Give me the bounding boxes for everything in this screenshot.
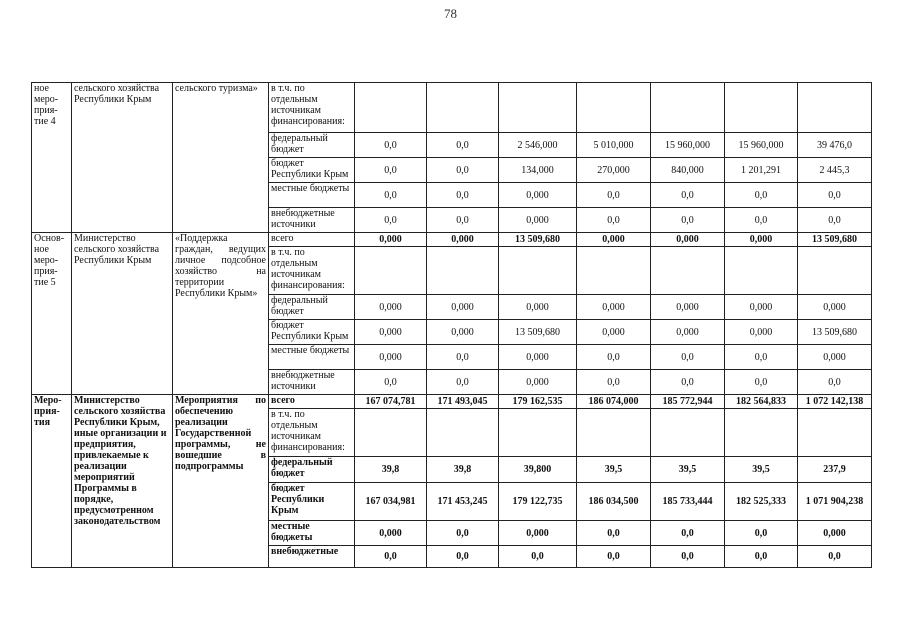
value-cell: 0,0 bbox=[427, 183, 499, 208]
value-cell: 0,000 bbox=[651, 320, 725, 345]
value-cell: 0,0 bbox=[577, 521, 651, 546]
value-cell: 39,5 bbox=[577, 457, 651, 483]
value-cell bbox=[355, 409, 427, 457]
value-cell: 182 525,333 bbox=[725, 483, 798, 521]
value-cell: 0,0 bbox=[798, 370, 872, 395]
value-cell: 39,5 bbox=[651, 457, 725, 483]
value-cell: 0,000 bbox=[798, 521, 872, 546]
value-cell: 0,0 bbox=[355, 158, 427, 183]
value-cell bbox=[355, 247, 427, 295]
value-cell: 0,0 bbox=[725, 183, 798, 208]
measure-title: сельского туризма» bbox=[173, 83, 269, 233]
value-cell: 0,000 bbox=[577, 295, 651, 320]
value-cell: 0,000 bbox=[725, 295, 798, 320]
value-cell: 0,0 bbox=[651, 345, 725, 370]
value-cell: 167 074,781 bbox=[355, 395, 427, 409]
value-cell: 0,0 bbox=[355, 546, 427, 568]
value-cell: 39,800 bbox=[499, 457, 577, 483]
value-cell: 186 074,000 bbox=[577, 395, 651, 409]
source-label: бюджет Республики Крым bbox=[269, 483, 355, 521]
value-cell: 13 509,680 bbox=[798, 233, 872, 247]
value-cell: 179 162,535 bbox=[499, 395, 577, 409]
responsible-executor: Министерство сельского хозяйства Республики Крым bbox=[72, 233, 173, 395]
table-row bbox=[32, 233, 872, 247]
value-cell: 15 960,000 bbox=[725, 133, 798, 158]
value-cell: 179 122,735 bbox=[499, 483, 577, 521]
source-label: местные бюджеты bbox=[269, 521, 355, 546]
source-label: внебюджетные источники bbox=[269, 208, 355, 233]
value-cell: 182 564,833 bbox=[725, 395, 798, 409]
value-cell: 1 072 142,138 bbox=[798, 395, 872, 409]
value-cell: 0,0 bbox=[427, 370, 499, 395]
value-cell: 0,0 bbox=[355, 183, 427, 208]
value-cell bbox=[798, 247, 872, 295]
value-cell: 0,0 bbox=[577, 183, 651, 208]
value-cell: 185 733,444 bbox=[651, 483, 725, 521]
measure-code: ное меро-прия-тие 4 bbox=[32, 83, 72, 233]
source-label: в т.ч. по отдельным источникам финансирования: bbox=[269, 83, 355, 133]
value-cell bbox=[577, 409, 651, 457]
value-cell: 2 546,000 bbox=[499, 133, 577, 158]
value-cell: 0,000 bbox=[651, 295, 725, 320]
value-cell: 13 509,680 bbox=[798, 320, 872, 345]
value-cell: 0,0 bbox=[651, 546, 725, 568]
value-cell bbox=[651, 83, 725, 133]
value-cell bbox=[499, 409, 577, 457]
value-cell: 0,000 bbox=[499, 521, 577, 546]
value-cell: 270,000 bbox=[577, 158, 651, 183]
value-cell bbox=[499, 83, 577, 133]
value-cell: 0,000 bbox=[798, 295, 872, 320]
value-cell bbox=[427, 83, 499, 133]
source-label: бюджет Республики Крым bbox=[269, 158, 355, 183]
value-cell: 0,000 bbox=[725, 320, 798, 345]
value-cell: 0,0 bbox=[355, 133, 427, 158]
value-cell: 13 509,680 bbox=[499, 233, 577, 247]
value-cell: 0,000 bbox=[798, 345, 872, 370]
value-cell: 0,000 bbox=[499, 295, 577, 320]
value-cell: 0,0 bbox=[427, 345, 499, 370]
value-cell: 0,0 bbox=[725, 208, 798, 233]
source-label: в т.ч. по отдельным источникам финансирования: bbox=[269, 409, 355, 457]
source-label: бюджет Республики Крым bbox=[269, 320, 355, 345]
value-cell: 0,000 bbox=[427, 320, 499, 345]
value-cell bbox=[725, 247, 798, 295]
value-cell: 39,8 bbox=[427, 457, 499, 483]
value-cell: 171 493,045 bbox=[427, 395, 499, 409]
value-cell: 840,000 bbox=[651, 158, 725, 183]
value-cell: 15 960,000 bbox=[651, 133, 725, 158]
value-cell: 0,000 bbox=[355, 521, 427, 546]
responsible-executor: сельского хозяйства Республики Крым bbox=[72, 83, 173, 233]
value-cell: 185 772,944 bbox=[651, 395, 725, 409]
value-cell: 167 034,981 bbox=[355, 483, 427, 521]
value-cell: 39,8 bbox=[355, 457, 427, 483]
table-row bbox=[32, 83, 872, 133]
value-cell: 0,0 bbox=[427, 208, 499, 233]
value-cell bbox=[355, 83, 427, 133]
measure-title: Мероприятия по обеспечению реализации Государственной программы, не вошедшие в подпрограммы bbox=[173, 395, 269, 568]
value-cell: 0,000 bbox=[651, 233, 725, 247]
value-cell: 0,0 bbox=[427, 133, 499, 158]
value-cell: 0,0 bbox=[798, 546, 872, 568]
value-cell: 0,0 bbox=[651, 370, 725, 395]
value-cell bbox=[577, 83, 651, 133]
value-cell: 5 010,000 bbox=[577, 133, 651, 158]
source-label: федеральный бюджет bbox=[269, 295, 355, 320]
value-cell: 134,000 bbox=[499, 158, 577, 183]
value-cell: 1 071 904,238 bbox=[798, 483, 872, 521]
value-cell: 0,0 bbox=[427, 158, 499, 183]
measure-code: Основ-ное меро-прия-тие 5 bbox=[32, 233, 72, 395]
value-cell: 0,0 bbox=[427, 521, 499, 546]
value-cell: 0,000 bbox=[577, 320, 651, 345]
value-cell: 0,0 bbox=[725, 345, 798, 370]
value-cell: 0,0 bbox=[355, 208, 427, 233]
table-row bbox=[32, 395, 872, 409]
value-cell bbox=[725, 83, 798, 133]
value-cell: 2 445,3 bbox=[798, 158, 872, 183]
responsible-executor: Министерство сельского хозяйства Республики Крым, иные организации и предприятия, привлекаемые к реализации мероприятий Программы в порядке, предусмотренном законодательством bbox=[72, 395, 173, 568]
source-label: всего bbox=[269, 395, 355, 409]
source-label: федеральный бюджет bbox=[269, 457, 355, 483]
value-cell bbox=[725, 409, 798, 457]
value-cell: 0,0 bbox=[725, 370, 798, 395]
value-cell: 186 034,500 bbox=[577, 483, 651, 521]
page-number: 78 bbox=[444, 6, 457, 21]
value-cell: 0,0 bbox=[651, 208, 725, 233]
value-cell: 0,000 bbox=[355, 320, 427, 345]
value-cell: 0,000 bbox=[355, 345, 427, 370]
value-cell: 0,0 bbox=[577, 208, 651, 233]
value-cell: 0,0 bbox=[355, 370, 427, 395]
value-cell bbox=[651, 409, 725, 457]
funding-table bbox=[31, 82, 872, 568]
value-cell bbox=[651, 247, 725, 295]
value-cell: 0,000 bbox=[499, 345, 577, 370]
value-cell: 0,000 bbox=[499, 183, 577, 208]
source-label: внебюджетные источники bbox=[269, 370, 355, 395]
value-cell: 0,0 bbox=[798, 183, 872, 208]
value-cell: 0,000 bbox=[499, 208, 577, 233]
source-label: внебюджетные bbox=[269, 546, 355, 568]
value-cell: 0,000 bbox=[427, 295, 499, 320]
value-cell: 0,0 bbox=[725, 546, 798, 568]
value-cell: 0,000 bbox=[725, 233, 798, 247]
value-cell: 0,0 bbox=[651, 521, 725, 546]
value-cell: 0,000 bbox=[499, 370, 577, 395]
source-label: местные бюджеты bbox=[269, 183, 355, 208]
source-label: всего bbox=[269, 233, 355, 247]
value-cell: 171 453,245 bbox=[427, 483, 499, 521]
value-cell: 0,000 bbox=[355, 233, 427, 247]
value-cell bbox=[577, 247, 651, 295]
value-cell: 0,0 bbox=[499, 546, 577, 568]
value-cell: 39,5 bbox=[725, 457, 798, 483]
value-cell bbox=[427, 247, 499, 295]
value-cell: 39 476,0 bbox=[798, 133, 872, 158]
value-cell bbox=[798, 409, 872, 457]
source-label: в т.ч. по отдельным источникам финансирования: bbox=[269, 247, 355, 295]
value-cell bbox=[499, 247, 577, 295]
value-cell bbox=[798, 83, 872, 133]
value-cell: 1 201,291 bbox=[725, 158, 798, 183]
value-cell: 0,000 bbox=[577, 233, 651, 247]
value-cell: 237,9 bbox=[798, 457, 872, 483]
measure-title: «Поддержка граждан, ведущих личное подсобное хозяйство на территории Республики Крым» bbox=[173, 233, 269, 395]
value-cell: 0,0 bbox=[577, 345, 651, 370]
value-cell: 0,0 bbox=[427, 546, 499, 568]
value-cell: 0,0 bbox=[798, 208, 872, 233]
value-cell: 0,0 bbox=[577, 546, 651, 568]
value-cell: 0,0 bbox=[725, 521, 798, 546]
measure-code: Меро-прия-тия bbox=[32, 395, 72, 568]
source-label: федеральный бюджет bbox=[269, 133, 355, 158]
value-cell: 0,0 bbox=[651, 183, 725, 208]
source-label: местные бюджеты bbox=[269, 345, 355, 370]
value-cell: 0,0 bbox=[577, 370, 651, 395]
value-cell bbox=[427, 409, 499, 457]
value-cell: 0,000 bbox=[427, 233, 499, 247]
value-cell: 0,000 bbox=[355, 295, 427, 320]
value-cell: 13 509,680 bbox=[499, 320, 577, 345]
